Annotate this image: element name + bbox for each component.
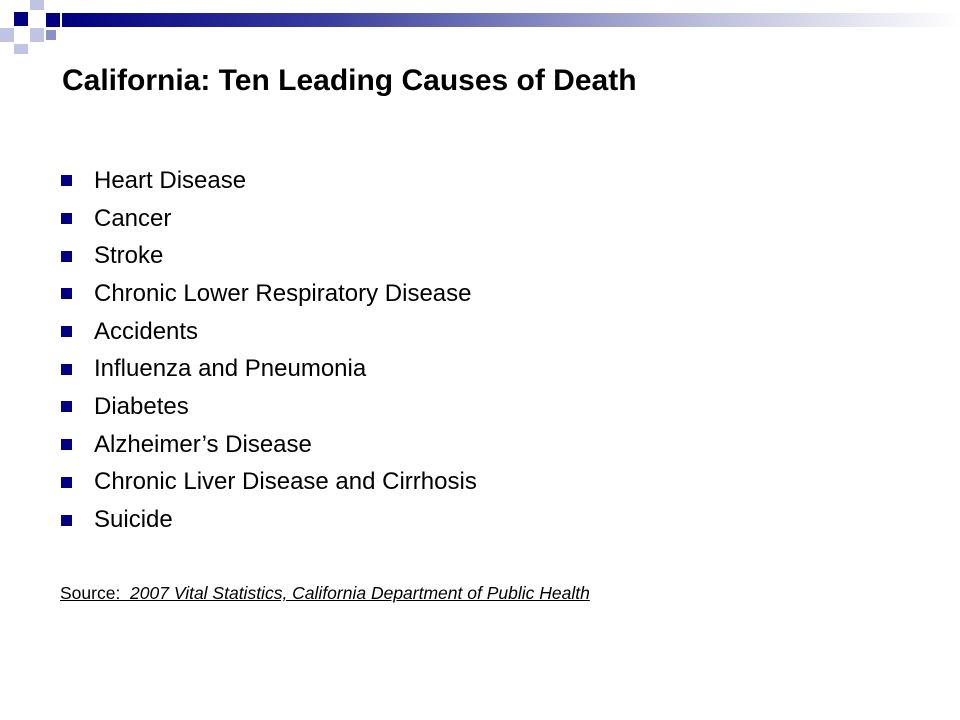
square-bullet-icon: [61, 439, 72, 450]
cause-label: Influenza and Pneumonia: [94, 355, 367, 383]
cause-label: Stroke: [94, 242, 164, 270]
square-bullet-icon: [61, 175, 72, 186]
list-item: [60, 237, 477, 275]
header-square-decoration: [14, 12, 28, 26]
square-bullet-icon: [61, 251, 72, 262]
list-item: [60, 350, 477, 388]
list-item: [60, 426, 477, 464]
square-bullet-icon: [61, 477, 72, 488]
list-item: [60, 388, 477, 426]
list-item: [60, 464, 477, 502]
cause-label: Alzheimer’s Disease: [94, 430, 312, 458]
source-reference: 2007 Vital Statistics, California Department of Public Health: [130, 583, 590, 603]
slide-title: California: Ten Leading Causes of Death: [62, 64, 637, 97]
header-square-decoration: [14, 44, 28, 54]
square-bullet-icon: [61, 515, 72, 526]
causes-list: [60, 162, 477, 539]
list-item: [60, 501, 477, 539]
header-square-decoration: [0, 28, 14, 42]
cause-label: Cancer: [94, 204, 172, 232]
square-bullet-icon: [61, 401, 72, 412]
cause-label: Chronic Liver Disease and Cirrhosis: [94, 468, 477, 496]
cause-label: Diabetes: [94, 392, 189, 420]
list-item: [60, 200, 477, 238]
square-bullet-icon: [61, 213, 72, 224]
list-item: [60, 275, 477, 313]
cause-label: Accidents: [94, 317, 199, 345]
source-label: Source:: [60, 583, 131, 603]
header-gradient-bar: [62, 13, 960, 27]
square-bullet-icon: [61, 288, 72, 299]
cause-label: Chronic Lower Respiratory Disease: [94, 279, 472, 307]
square-bullet-icon: [61, 364, 72, 375]
header-square-decoration: [46, 13, 60, 27]
list-item: [60, 162, 477, 200]
header-square-decoration: [30, 0, 44, 10]
square-bullet-icon: [61, 326, 72, 337]
list-item: [60, 313, 477, 351]
source-citation: [60, 583, 590, 604]
cause-label: Suicide: [94, 506, 173, 534]
cause-label: Heart Disease: [94, 166, 247, 194]
header-square-decoration: [30, 28, 44, 42]
header-square-decoration: [46, 30, 56, 40]
